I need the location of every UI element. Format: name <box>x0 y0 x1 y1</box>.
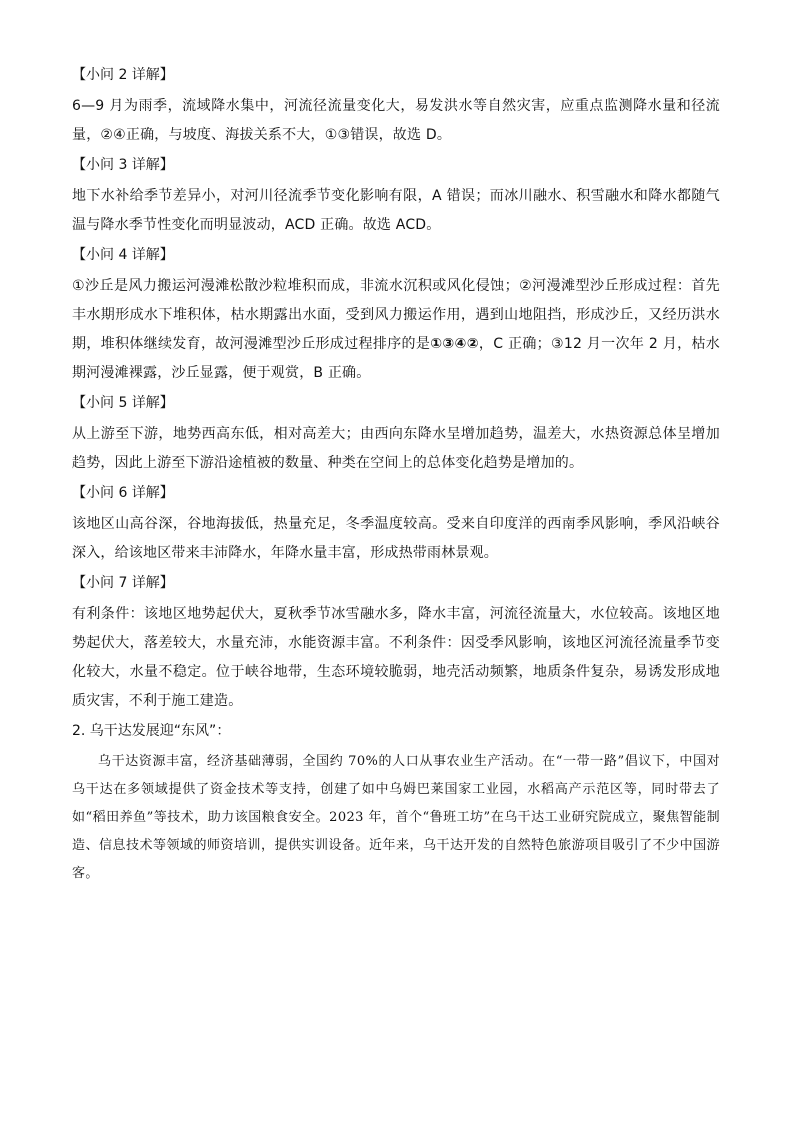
section-body-part-1: ①沙丘是风力搬运河漫滩松散沙粒堆积而成，非流水沉积或风化侵蚀；②河漫滩型沙丘形成过程：首先丰水期形成水下堆积体，枯水期露出水面，受到风力搬运作用，遇到山地阻挡，形成沙丘，又经历洪水期，堆积体继续发育，故河漫滩型沙丘形成过程排序的是 <box>72 278 720 352</box>
section-heading: 【小问 7 详解】 <box>72 575 174 591</box>
answer-section-7 <box>72 572 720 716</box>
section-body <box>72 272 720 388</box>
answer-section-6 <box>72 482 720 568</box>
section-heading: 【小问 5 详解】 <box>72 395 174 411</box>
section-body: 地下水补给季节差异小，对河川径流季节变化影响有限，A 错误；而冰川融水、积雪融水和降水都随气温与降水季节性变化而明显波动，ACD 正确。故选 ACD。 <box>72 188 720 233</box>
answer-section-5 <box>72 392 720 478</box>
section-body: 该地区山高谷深，谷地海拔低，热量充足，冬季温度较高。受来自印度洋的西南季风影响，季风沿峡谷深入，给该地区带来丰沛降水，年降水量丰富，形成热带雨林景观。 <box>72 516 720 561</box>
section-body: 从上游至下游，地势西高东低，相对高差大；由西向东降水呈增加趋势，温差大，水热资源总体呈增加趋势，因此上游至下游沿途植被的数量、种类在空间上的总体变化趋势是增加的。 <box>72 426 720 471</box>
section-heading: 【小问 6 详解】 <box>72 485 174 501</box>
answer-section-2 <box>72 64 720 150</box>
section-heading: 【小问 4 详解】 <box>72 247 174 263</box>
answer-section-4 <box>72 244 720 388</box>
section-body-part-2: ，C 正确；③12 月一次年 2 月，枯水期河漫滩裸露，沙丘显露，便于观赏，B 正确。 <box>72 336 721 381</box>
document-content <box>72 64 720 888</box>
answer-section-3 <box>72 154 720 240</box>
question-2 <box>72 720 720 888</box>
question-passage: 乌干达资源丰富，经济基础薄弱，全国约 70%的人口从事农业生产活动。在“一带一路”倡议下，中国对乌干达在多领域提供了资金技术等支持，创建了如中乌姆巴莱国家工业园，水稻高产示范区等，同时带去了如“稻田养鱼”等技术，助力该国粮食安全。2023 年，首个“鲁班工坊”在乌干达工业研究院成立，聚焦智能制造、信息技术等领域的师资培训，提供实训设备。近年来，乌干达开发的自然特色旅游项目吸引了不少中国游客。 <box>72 754 720 881</box>
section-body: 有利条件：该地区地势起伏大，夏秋季节冰雪融水多，降水丰富，河流径流量大，水位较高。该地区地势起伏大，落差较大，水量充沛，水能资源丰富。不利条件：因受季风影响，该地区河流径流量季节变化较大，水量不稳定。位于峡谷地带，生态环境较脆弱，地壳活动频繁，地质条件复杂，易诱发形成地质灾害，不利于施工建造。 <box>72 606 720 709</box>
section-heading: 【小问 2 详解】 <box>72 67 174 83</box>
sequence-answer: ①③④② <box>430 336 479 352</box>
section-body: 6—9 月为雨季，流域降水集中，河流径流量变化大，易发洪水等自然灾害，应重点监测降水量和径流量，②④正确，与坡度、海拔关系不大，①③错误，故选 D。 <box>72 98 720 143</box>
section-heading: 【小问 3 详解】 <box>72 157 174 173</box>
question-title: 2. 乌干达发展迎“东风”： <box>72 723 231 739</box>
